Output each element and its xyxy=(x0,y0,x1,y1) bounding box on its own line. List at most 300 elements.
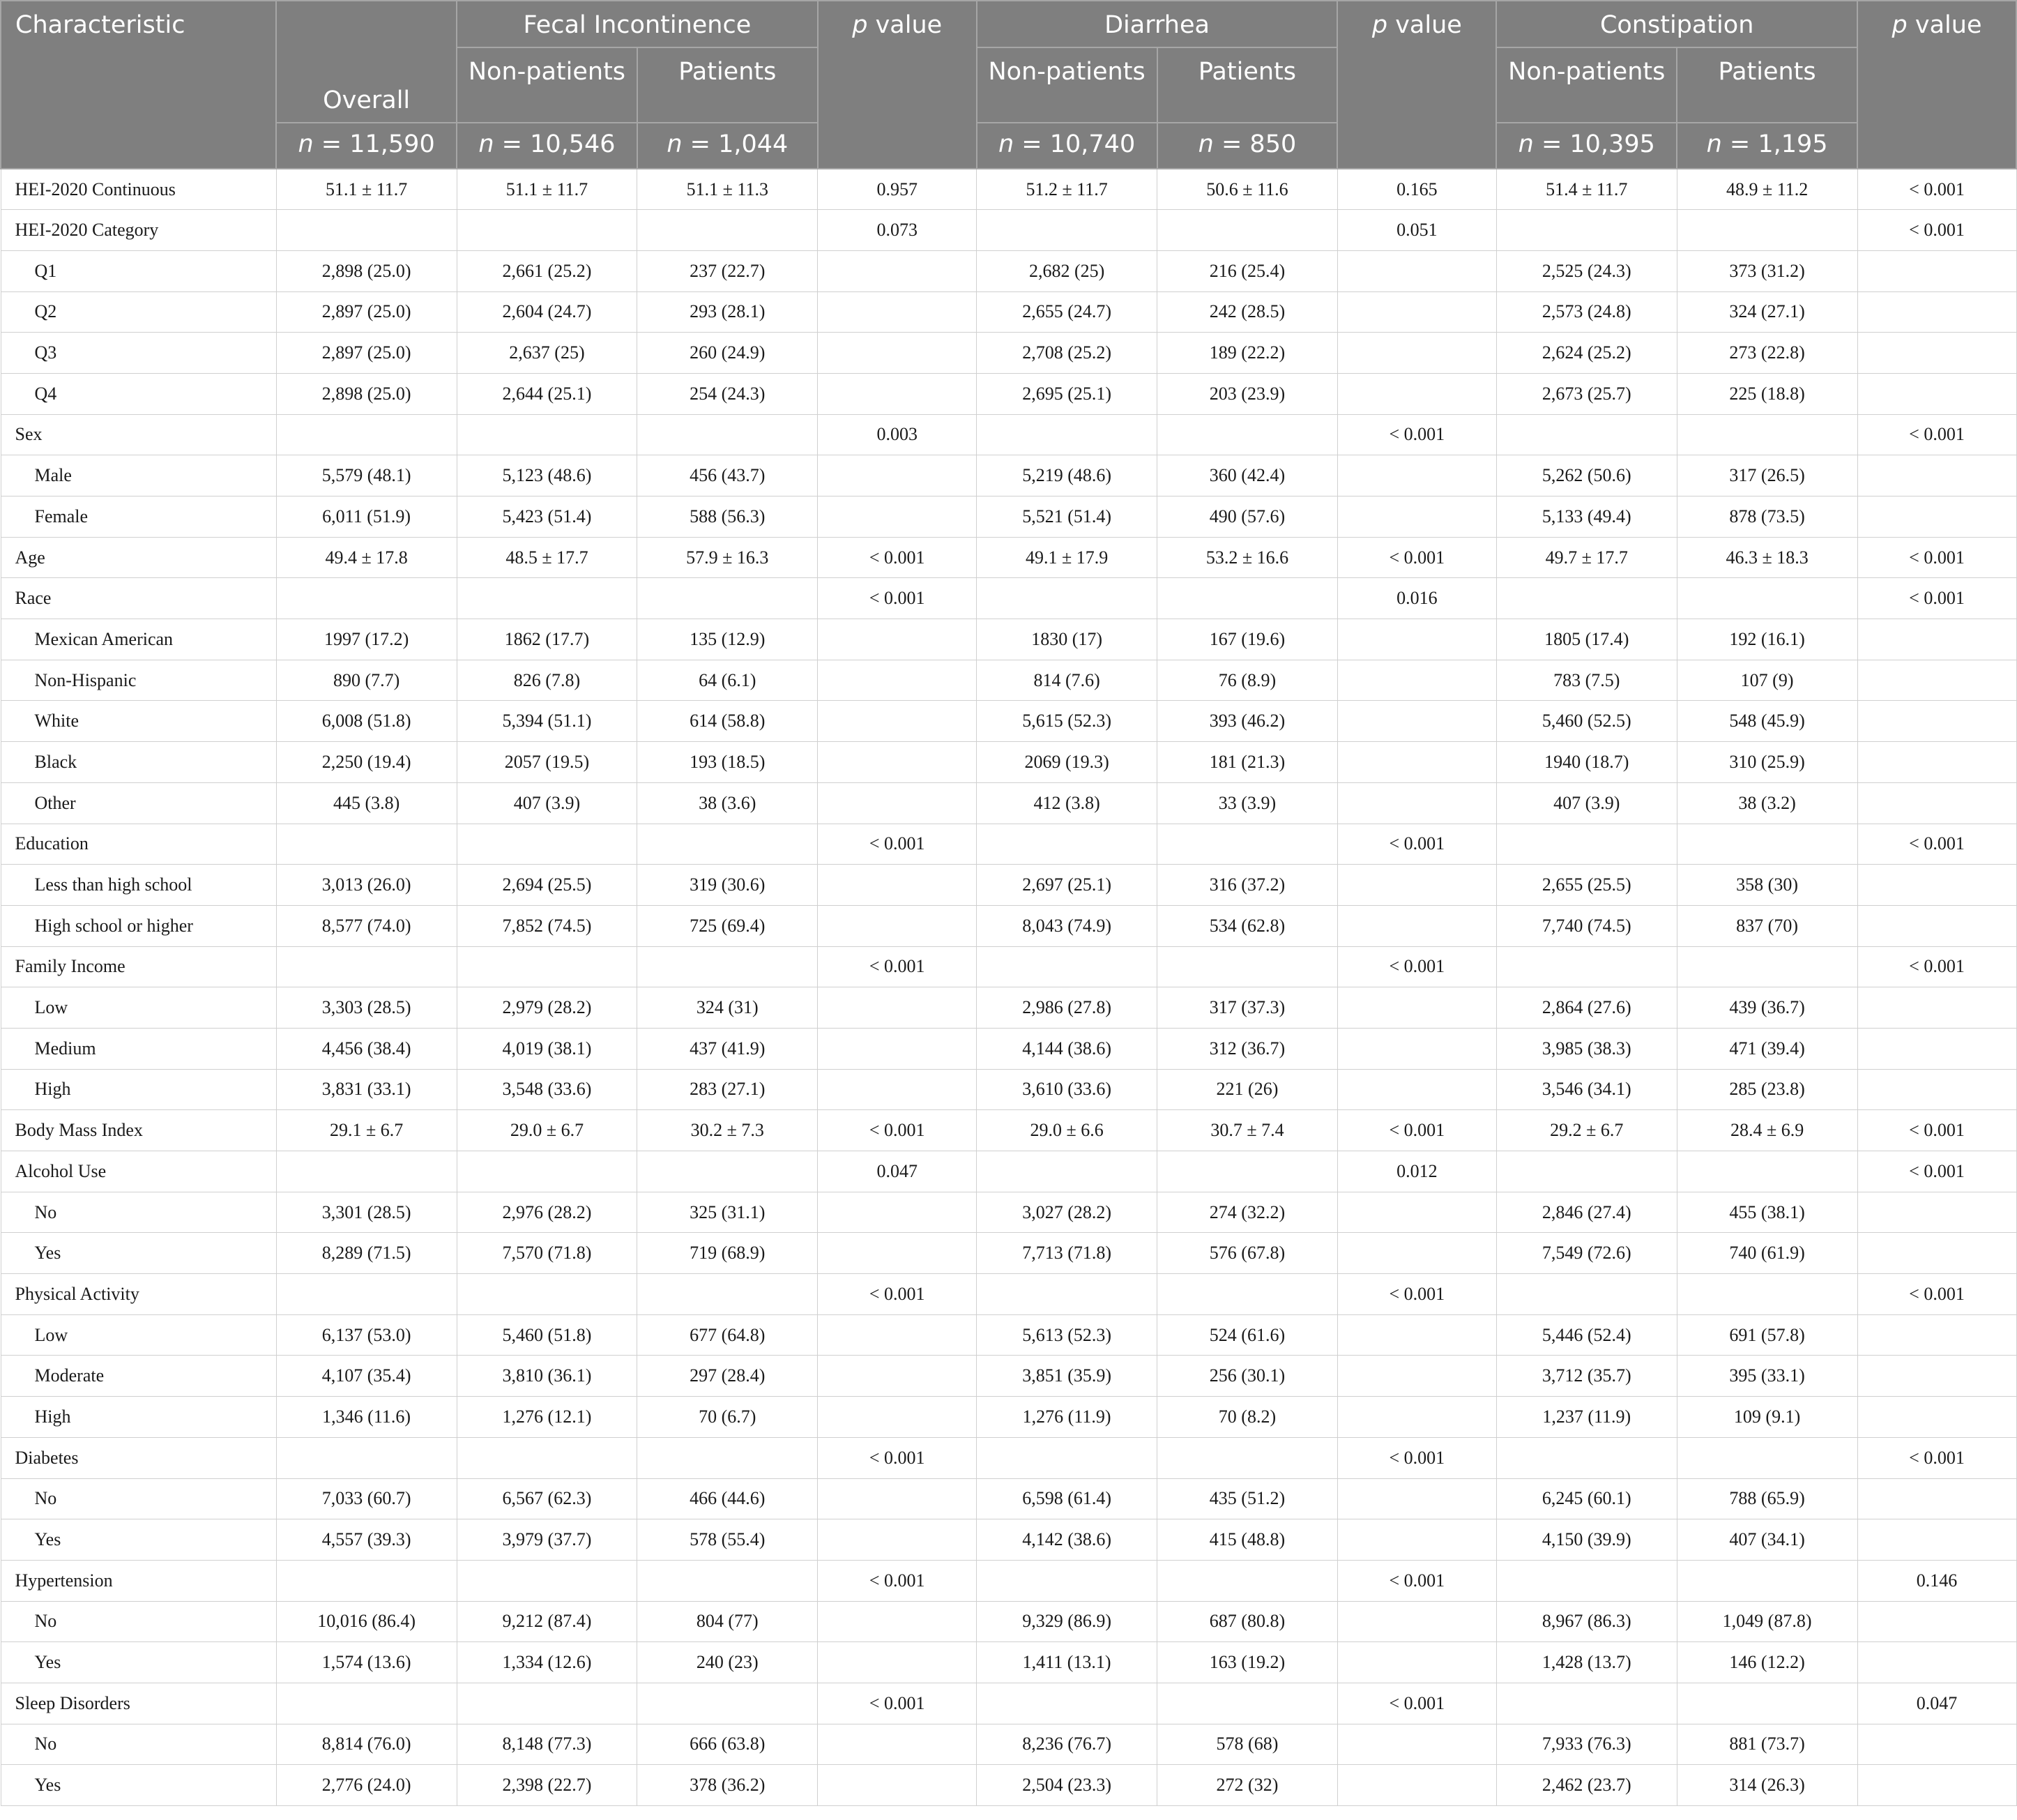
header-nonpatients-diarrhea: Non-patients xyxy=(977,47,1157,123)
table-cell xyxy=(1677,824,1857,865)
table-cell: 193 (18.5) xyxy=(637,742,818,783)
row-label: Sleep Disorders xyxy=(1,1683,276,1724)
table-cell xyxy=(1337,1519,1496,1561)
table-cell: 70 (6.7) xyxy=(637,1397,818,1438)
table-cell xyxy=(1496,946,1677,987)
table-cell xyxy=(818,905,977,946)
table-cell: 578 (68) xyxy=(1157,1724,1338,1765)
table-cell xyxy=(637,578,818,619)
table-cell xyxy=(276,824,457,865)
table-cell: 3,985 (38.3) xyxy=(1496,1028,1677,1069)
table-cell xyxy=(977,824,1157,865)
table-cell xyxy=(637,1560,818,1601)
table-cell: 2,864 (27.6) xyxy=(1496,987,1677,1029)
table-cell xyxy=(1337,1192,1496,1233)
table-cell: 614 (58.8) xyxy=(637,701,818,742)
table-cell: 324 (31) xyxy=(637,987,818,1029)
table-cell xyxy=(1677,1274,1857,1315)
row-label: HEI-2020 Category xyxy=(1,210,276,251)
table-cell xyxy=(276,414,457,455)
table-cell xyxy=(818,1601,977,1642)
table-cell xyxy=(818,1397,977,1438)
table-cell xyxy=(1677,1151,1857,1192)
table-cell xyxy=(1157,824,1338,865)
table-cell: 240 (23) xyxy=(637,1642,818,1683)
table-cell xyxy=(1857,987,2016,1029)
table-row xyxy=(1,1110,2016,1151)
table-cell: < 0.001 xyxy=(1857,946,2016,987)
table-row xyxy=(1,1437,2016,1478)
table-cell xyxy=(457,1274,637,1315)
table-cell: 6,008 (51.8) xyxy=(276,701,457,742)
table-cell xyxy=(276,1274,457,1315)
table-cell: 5,521 (51.4) xyxy=(977,496,1157,538)
table-cell: 285 (23.8) xyxy=(1677,1069,1857,1110)
table-cell xyxy=(1337,1397,1496,1438)
row-label: Medium xyxy=(1,1028,276,1069)
table-row xyxy=(1,946,2016,987)
row-label: High xyxy=(1,1069,276,1110)
table-cell xyxy=(276,946,457,987)
table-cell: 260 (24.9) xyxy=(637,333,818,374)
table-cell: 38 (3.6) xyxy=(637,782,818,824)
table-cell: 1,237 (11.9) xyxy=(1496,1397,1677,1438)
table-cell: 5,579 (48.1) xyxy=(276,455,457,496)
table-cell: 1940 (18.7) xyxy=(1496,742,1677,783)
table-cell: 0.003 xyxy=(818,414,977,455)
table-cell xyxy=(1496,1683,1677,1724)
table-cell: 4,107 (35.4) xyxy=(276,1356,457,1397)
table-cell: < 0.001 xyxy=(1337,1437,1496,1478)
header-n-patients-constipation: n = 1,195 xyxy=(1677,123,1857,169)
table-row xyxy=(1,987,2016,1029)
table-cell: 6,245 (60.1) xyxy=(1496,1478,1677,1519)
table-cell: 2,504 (23.3) xyxy=(977,1765,1157,1806)
table-cell xyxy=(457,210,637,251)
table-row xyxy=(1,701,2016,742)
table-cell: 691 (57.8) xyxy=(1677,1314,1857,1356)
table-cell xyxy=(1857,1601,2016,1642)
table-cell: 1,276 (11.9) xyxy=(977,1397,1157,1438)
table-cell: < 0.001 xyxy=(1337,414,1496,455)
table-cell xyxy=(1677,946,1857,987)
header-n-overall: n = 11,590 xyxy=(276,123,457,169)
table-cell: < 0.001 xyxy=(818,578,977,619)
header-overall: Overall xyxy=(276,1,457,123)
table-cell xyxy=(1496,1151,1677,1192)
table-cell xyxy=(818,1478,977,1519)
table-cell xyxy=(818,742,977,783)
table-cell: 29.2 ± 6.7 xyxy=(1496,1110,1677,1151)
table-cell: 2,846 (27.4) xyxy=(1496,1192,1677,1233)
table-cell xyxy=(1157,578,1338,619)
table-cell: 407 (3.9) xyxy=(1496,782,1677,824)
table-cell: 804 (77) xyxy=(637,1601,818,1642)
table-cell: 135 (12.9) xyxy=(637,619,818,660)
table-cell: 3,712 (35.7) xyxy=(1496,1356,1677,1397)
table-cell: < 0.001 xyxy=(1857,414,2016,455)
table-cell: < 0.001 xyxy=(1337,537,1496,578)
table-cell xyxy=(1337,701,1496,742)
table-cell xyxy=(818,1069,977,1110)
table-cell xyxy=(977,578,1157,619)
table-cell xyxy=(1337,291,1496,333)
table-cell xyxy=(1857,1069,2016,1110)
table-cell xyxy=(1157,946,1338,987)
table-cell xyxy=(637,1437,818,1478)
table-cell xyxy=(1496,1274,1677,1315)
table-cell: 316 (37.2) xyxy=(1157,865,1338,906)
table-cell: 3,610 (33.6) xyxy=(977,1069,1157,1110)
table-cell: 9,329 (86.9) xyxy=(977,1601,1157,1642)
table-header xyxy=(1,1,2016,169)
table-cell: 2,661 (25.2) xyxy=(457,250,637,291)
table-cell xyxy=(818,1724,977,1765)
table-cell xyxy=(1337,742,1496,783)
table-cell xyxy=(818,250,977,291)
row-label: Q4 xyxy=(1,373,276,414)
table-cell xyxy=(1857,250,2016,291)
table-cell: 1997 (17.2) xyxy=(276,619,457,660)
table-body xyxy=(1,169,2016,1806)
row-label: Yes xyxy=(1,1233,276,1274)
table-row xyxy=(1,1683,2016,1724)
table-cell xyxy=(276,578,457,619)
row-label: Diabetes xyxy=(1,1437,276,1478)
table-row xyxy=(1,1192,2016,1233)
table-cell: 76 (8.9) xyxy=(1157,660,1338,701)
table-cell: 0.047 xyxy=(1857,1683,2016,1724)
header-n-patients-diarrhea: n = 850 xyxy=(1157,123,1338,169)
table-cell: 5,423 (51.4) xyxy=(457,496,637,538)
table-cell xyxy=(1496,1560,1677,1601)
table-cell: 0.165 xyxy=(1337,169,1496,210)
table-cell: 2,897 (25.0) xyxy=(276,333,457,374)
row-label: Age xyxy=(1,537,276,578)
table-cell xyxy=(977,1151,1157,1192)
table-cell: 325 (31.1) xyxy=(637,1192,818,1233)
table-row xyxy=(1,250,2016,291)
table-cell xyxy=(457,578,637,619)
row-label: Hypertension xyxy=(1,1560,276,1601)
table-cell: 8,043 (74.9) xyxy=(977,905,1157,946)
table-cell: 407 (3.9) xyxy=(457,782,637,824)
row-label: No xyxy=(1,1478,276,1519)
table-cell xyxy=(1337,619,1496,660)
table-cell: 6,011 (51.9) xyxy=(276,496,457,538)
table-row xyxy=(1,333,2016,374)
table-cell: 38 (3.2) xyxy=(1677,782,1857,824)
table-cell xyxy=(1857,1233,2016,1274)
table-cell: 1,346 (11.6) xyxy=(276,1397,457,1438)
table-cell: 890 (7.7) xyxy=(276,660,457,701)
table-cell: 203 (23.9) xyxy=(1157,373,1338,414)
table-cell: 30.2 ± 7.3 xyxy=(637,1110,818,1151)
table-cell xyxy=(1857,496,2016,538)
table-cell: 2,697 (25.1) xyxy=(977,865,1157,906)
table-cell: 7,933 (76.3) xyxy=(1496,1724,1677,1765)
table-cell xyxy=(1857,333,2016,374)
table-cell: 7,570 (71.8) xyxy=(457,1233,637,1274)
table-cell: 4,150 (39.9) xyxy=(1496,1519,1677,1561)
table-cell: 46.3 ± 18.3 xyxy=(1677,537,1857,578)
table-cell: 51.1 ± 11.7 xyxy=(276,169,457,210)
table-cell xyxy=(1337,865,1496,906)
table-row xyxy=(1,782,2016,824)
table-cell xyxy=(818,1356,977,1397)
table-cell: 2,250 (19.4) xyxy=(276,742,457,783)
table-row xyxy=(1,1601,2016,1642)
table-cell: 317 (37.3) xyxy=(1157,987,1338,1029)
row-label: Q3 xyxy=(1,333,276,374)
table-cell: 324 (27.1) xyxy=(1677,291,1857,333)
table-cell: 107 (9) xyxy=(1677,660,1857,701)
table-row xyxy=(1,905,2016,946)
table-cell: 51.2 ± 11.7 xyxy=(977,169,1157,210)
table-cell xyxy=(818,1765,977,1806)
table-row xyxy=(1,1069,2016,1110)
table-cell: 8,577 (74.0) xyxy=(276,905,457,946)
table-cell: 8,148 (77.3) xyxy=(457,1724,637,1765)
table-cell: 29.0 ± 6.6 xyxy=(977,1110,1157,1151)
table-cell: < 0.001 xyxy=(1857,169,2016,210)
table-cell: 49.1 ± 17.9 xyxy=(977,537,1157,578)
row-label: Female xyxy=(1,496,276,538)
table-cell: 5,615 (52.3) xyxy=(977,701,1157,742)
table-cell: 181 (21.3) xyxy=(1157,742,1338,783)
table-cell: 0.957 xyxy=(818,169,977,210)
table-cell: < 0.001 xyxy=(818,946,977,987)
table-cell xyxy=(637,1683,818,1724)
table-row xyxy=(1,455,2016,496)
table-cell: 435 (51.2) xyxy=(1157,1478,1338,1519)
table-cell: 578 (55.4) xyxy=(637,1519,818,1561)
table-cell: 837 (70) xyxy=(1677,905,1857,946)
row-label: Alcohol Use xyxy=(1,1151,276,1192)
table-cell: 167 (19.6) xyxy=(1157,619,1338,660)
table-cell: 48.9 ± 11.2 xyxy=(1677,169,1857,210)
row-label: Other xyxy=(1,782,276,824)
table-cell: 48.5 ± 17.7 xyxy=(457,537,637,578)
table-cell: 51.1 ± 11.3 xyxy=(637,169,818,210)
table-cell xyxy=(1857,1724,2016,1765)
row-label: White xyxy=(1,701,276,742)
table-cell xyxy=(977,210,1157,251)
header-group-fecal-incontinence: Fecal Incontinence xyxy=(457,1,818,47)
table-cell xyxy=(1857,1519,2016,1561)
table-cell: 2,637 (25) xyxy=(457,333,637,374)
table-row xyxy=(1,1314,2016,1356)
table-cell: 192 (16.1) xyxy=(1677,619,1857,660)
table-cell: 677 (64.8) xyxy=(637,1314,818,1356)
table-cell xyxy=(1337,333,1496,374)
table-cell xyxy=(1857,291,2016,333)
table-cell: 358 (30) xyxy=(1677,865,1857,906)
table-cell xyxy=(1496,1437,1677,1478)
table-cell xyxy=(1337,1356,1496,1397)
table-cell xyxy=(457,1437,637,1478)
table-cell xyxy=(818,455,977,496)
table-cell xyxy=(1337,1478,1496,1519)
header-n-nonpatients-constipation: n = 10,395 xyxy=(1496,123,1677,169)
table-cell: < 0.001 xyxy=(1857,1437,2016,1478)
table-cell: 274 (32.2) xyxy=(1157,1192,1338,1233)
table-cell: 312 (36.7) xyxy=(1157,1028,1338,1069)
table-cell: 0.016 xyxy=(1337,578,1496,619)
table-cell: 740 (61.9) xyxy=(1677,1233,1857,1274)
table-cell: < 0.001 xyxy=(1857,537,2016,578)
table-cell xyxy=(1496,210,1677,251)
table-cell xyxy=(977,414,1157,455)
table-cell: 548 (45.9) xyxy=(1677,701,1857,742)
table-cell xyxy=(457,414,637,455)
table-cell: 2,682 (25) xyxy=(977,250,1157,291)
table-cell: 881 (73.7) xyxy=(1677,1724,1857,1765)
table-cell: < 0.001 xyxy=(1337,1683,1496,1724)
table-cell: 395 (33.1) xyxy=(1677,1356,1857,1397)
table-cell: < 0.001 xyxy=(1337,1274,1496,1315)
table-cell xyxy=(637,1274,818,1315)
table-cell xyxy=(457,1683,637,1724)
table-cell xyxy=(1337,1028,1496,1069)
table-cell: 216 (25.4) xyxy=(1157,250,1338,291)
table-cell xyxy=(1337,1233,1496,1274)
table-cell: 3,810 (36.1) xyxy=(457,1356,637,1397)
table-cell: < 0.001 xyxy=(1857,1151,2016,1192)
row-label: No xyxy=(1,1192,276,1233)
table-cell: 2,573 (24.8) xyxy=(1496,291,1677,333)
table-cell xyxy=(1496,824,1677,865)
row-label: HEI-2020 Continuous xyxy=(1,169,276,210)
table-cell: 283 (27.1) xyxy=(637,1069,818,1110)
table-cell: < 0.001 xyxy=(1857,1110,2016,1151)
table-cell xyxy=(1857,373,2016,414)
table-cell: 242 (28.5) xyxy=(1157,291,1338,333)
table-cell xyxy=(1677,1560,1857,1601)
table-cell xyxy=(1496,414,1677,455)
table-cell xyxy=(1677,1683,1857,1724)
table-cell xyxy=(818,782,977,824)
row-label: Race xyxy=(1,578,276,619)
table-cell: 456 (43.7) xyxy=(637,455,818,496)
table-cell: 272 (32) xyxy=(1157,1765,1338,1806)
table-cell: < 0.001 xyxy=(818,1437,977,1478)
table-cell: 189 (22.2) xyxy=(1157,333,1338,374)
table-cell xyxy=(977,1683,1157,1724)
table-cell: 297 (28.4) xyxy=(637,1356,818,1397)
table-cell: 7,713 (71.8) xyxy=(977,1233,1157,1274)
row-label: Yes xyxy=(1,1765,276,1806)
table-cell: 146 (12.2) xyxy=(1677,1642,1857,1683)
table-cell xyxy=(1337,1314,1496,1356)
table-cell: 878 (73.5) xyxy=(1677,496,1857,538)
table-cell: < 0.001 xyxy=(1337,946,1496,987)
table-cell: 524 (61.6) xyxy=(1157,1314,1338,1356)
row-label: Less than high school xyxy=(1,865,276,906)
table-cell: 2,462 (23.7) xyxy=(1496,1765,1677,1806)
table-cell xyxy=(457,824,637,865)
table-cell xyxy=(1857,455,2016,496)
table-cell xyxy=(1677,1437,1857,1478)
table-cell: 826 (7.8) xyxy=(457,660,637,701)
table-cell: 2069 (19.3) xyxy=(977,742,1157,783)
table-cell: 666 (63.8) xyxy=(637,1724,818,1765)
table-cell xyxy=(637,414,818,455)
table-cell xyxy=(977,1560,1157,1601)
table-cell: 4,456 (38.4) xyxy=(276,1028,457,1069)
table-cell: 445 (3.8) xyxy=(276,782,457,824)
table-cell: 2,898 (25.0) xyxy=(276,373,457,414)
table-cell xyxy=(977,1437,1157,1478)
table-cell xyxy=(818,373,977,414)
table-cell: 2,898 (25.0) xyxy=(276,250,457,291)
table-cell: 360 (42.4) xyxy=(1157,455,1338,496)
row-label: Low xyxy=(1,987,276,1029)
row-label: Male xyxy=(1,455,276,496)
table-cell: 439 (36.7) xyxy=(1677,987,1857,1029)
table-cell xyxy=(1857,1765,2016,1806)
row-label: Non-Hispanic xyxy=(1,660,276,701)
table-cell xyxy=(457,946,637,987)
table-cell xyxy=(1857,701,2016,742)
table-cell xyxy=(637,1151,818,1192)
table-cell: 5,133 (49.4) xyxy=(1496,496,1677,538)
table-cell: 29.0 ± 6.7 xyxy=(457,1110,637,1151)
table-cell xyxy=(1857,1028,2016,1069)
table-cell xyxy=(1677,210,1857,251)
table-cell: 3,301 (28.5) xyxy=(276,1192,457,1233)
table-cell: 293 (28.1) xyxy=(637,291,818,333)
table-cell xyxy=(818,291,977,333)
table-cell: 51.1 ± 11.7 xyxy=(457,169,637,210)
table-cell xyxy=(1857,905,2016,946)
table-cell: 5,460 (51.8) xyxy=(457,1314,637,1356)
table-cell: 163 (19.2) xyxy=(1157,1642,1338,1683)
header-n-nonpatients-diarrhea: n = 10,740 xyxy=(977,123,1157,169)
table-cell xyxy=(1157,1151,1338,1192)
table-cell: 2,976 (28.2) xyxy=(457,1192,637,1233)
table-cell: < 0.001 xyxy=(1337,1560,1496,1601)
table-cell xyxy=(1857,1478,2016,1519)
header-p-value-constipation: p value xyxy=(1857,1,2016,169)
row-label: No xyxy=(1,1724,276,1765)
row-label: High school or higher xyxy=(1,905,276,946)
table-cell: 221 (26) xyxy=(1157,1069,1338,1110)
table-cell: < 0.001 xyxy=(818,537,977,578)
table-cell: 0.051 xyxy=(1337,210,1496,251)
table-cell: 29.1 ± 6.7 xyxy=(276,1110,457,1151)
table-cell: 2,695 (25.1) xyxy=(977,373,1157,414)
table-cell xyxy=(1857,865,2016,906)
table-cell xyxy=(1337,1724,1496,1765)
table-cell: 7,033 (60.7) xyxy=(276,1478,457,1519)
table-row xyxy=(1,824,2016,865)
table-cell: 3,979 (37.7) xyxy=(457,1519,637,1561)
table-cell: 412 (3.8) xyxy=(977,782,1157,824)
table-cell xyxy=(276,1437,457,1478)
header-p-value-fi: p value xyxy=(818,1,977,169)
table-cell: 10,016 (86.4) xyxy=(276,1601,457,1642)
table-cell: 1,428 (13.7) xyxy=(1496,1642,1677,1683)
table-cell: 70 (8.2) xyxy=(1157,1397,1338,1438)
table-cell xyxy=(637,210,818,251)
table-cell: 5,394 (51.1) xyxy=(457,701,637,742)
table-row xyxy=(1,865,2016,906)
row-label: No xyxy=(1,1601,276,1642)
table-cell: < 0.001 xyxy=(1857,1274,2016,1315)
table-cell: 783 (7.5) xyxy=(1496,660,1677,701)
row-label: Q1 xyxy=(1,250,276,291)
